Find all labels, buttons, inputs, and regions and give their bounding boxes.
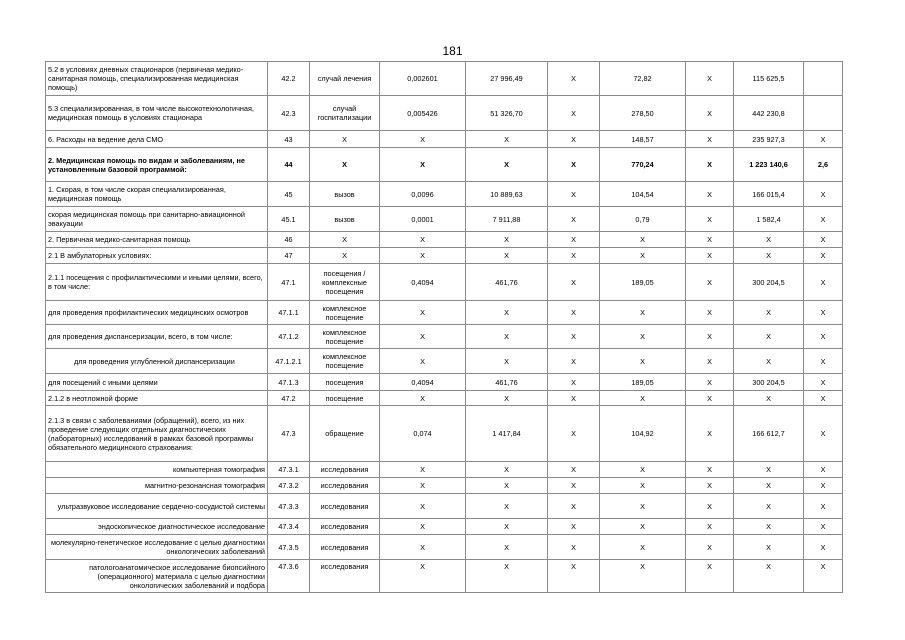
row-code: 47.2 [268,391,310,406]
row-c5: X [686,478,734,494]
row-c4: 72,82 [600,62,686,96]
row-c6: X [734,349,804,374]
row-code: 47.3.5 [268,535,310,560]
table-row [46,535,843,560]
row-c5: X [686,519,734,535]
row-c4: X [600,519,686,535]
row-c6: X [734,560,804,593]
row-unit: X [310,148,380,182]
table-row [46,374,843,391]
row-c6: X [734,462,804,478]
row-c2: X [466,232,548,248]
row-name: 1. Скорая, в том числе скорая специализированная, медицинская помощь [46,182,268,207]
row-unit: исследования [310,462,380,478]
row-code: 45.1 [268,207,310,232]
row-c7: X [804,349,843,374]
row-c4: 278,50 [600,96,686,131]
row-name: 5.3 специализированная, в том числе высокотехнологичная, медицинская помощь в условиях стационара [46,96,268,131]
row-c3: X [548,478,600,494]
row-c1: X [380,301,466,325]
row-c5: X [686,560,734,593]
row-c6: X [734,301,804,325]
row-c7: X [804,301,843,325]
row-c6: X [734,494,804,519]
row-c3: X [548,494,600,519]
row-c6: 300 204,5 [734,374,804,391]
row-c4: 189,05 [600,264,686,301]
row-unit: исследования [310,535,380,560]
row-c3: X [548,62,600,96]
row-c5: X [686,349,734,374]
row-c1: X [380,478,466,494]
row-c4: X [600,349,686,374]
row-c4: X [600,248,686,264]
row-c2: 461,76 [466,374,548,391]
row-c2: 27 996,49 [466,62,548,96]
row-unit: комплексное посещение [310,301,380,325]
row-name: 2.1.3 в связи с заболеваниями (обращений), всего, из них проведение следующих отдельных диагностических (лабораторных) исследований в рамках базовой программы обязательного медицинского страхования: [46,406,268,462]
row-unit: комплексное посещение [310,325,380,349]
table-row [46,131,843,148]
row-c2: X [466,131,548,148]
row-c6: X [734,535,804,560]
row-c3: X [548,462,600,478]
row-c2: 7 911,88 [466,207,548,232]
row-c5: X [686,462,734,478]
row-c6: 166 015,4 [734,182,804,207]
row-code: 47.3.1 [268,462,310,478]
row-c2: X [466,462,548,478]
row-code: 47.3.6 [268,560,310,593]
row-unit: X [310,248,380,264]
row-code: 47 [268,248,310,264]
row-code: 42.3 [268,96,310,131]
row-c1: X [380,462,466,478]
row-c3: X [548,301,600,325]
row-c6: 1 223 140,6 [734,148,804,182]
row-c1: X [380,232,466,248]
row-c6: X [734,391,804,406]
row-name: 2. Первичная медико-санитарная помощь [46,232,268,248]
row-code: 46 [268,232,310,248]
row-c2: 51 326,70 [466,96,548,131]
row-c5: X [686,96,734,131]
row-c5: X [686,535,734,560]
row-c2: X [466,519,548,535]
row-c1: X [380,494,466,519]
row-c2: 1 417,84 [466,406,548,462]
row-code: 47.1.1 [268,301,310,325]
row-c7: X [804,462,843,478]
row-unit: комплексное посещение [310,349,380,374]
row-c5: X [686,374,734,391]
row-c6: 442 230,8 [734,96,804,131]
row-c1: X [380,349,466,374]
row-c4: X [600,301,686,325]
row-c7: 2,6 [804,148,843,182]
row-c5: X [686,264,734,301]
row-name: компьютерная томография [46,462,268,478]
row-c4: 148,57 [600,131,686,148]
row-c3: X [548,264,600,301]
row-code: 47.3 [268,406,310,462]
table-row [46,207,843,232]
row-c2: X [466,349,548,374]
row-c7: X [804,391,843,406]
row-c3: X [548,248,600,264]
table-row [46,478,843,494]
row-c5: X [686,232,734,248]
row-c2: X [466,391,548,406]
row-c7: X [804,478,843,494]
row-c5: X [686,406,734,462]
row-code: 43 [268,131,310,148]
row-c5: X [686,391,734,406]
row-name: ультразвуковое исследование сердечно-сосудистой системы [46,494,268,519]
row-c5: X [686,301,734,325]
row-c5: X [686,62,734,96]
table-row [46,62,843,96]
table-row [46,349,843,374]
row-c2: 10 889,63 [466,182,548,207]
row-unit: посещения / комплексные посещения [310,264,380,301]
row-code: 47.3.3 [268,494,310,519]
row-name: 2.1.2 в неотложной форме [46,391,268,406]
row-unit: вызов [310,182,380,207]
row-code: 45 [268,182,310,207]
row-c3: X [548,519,600,535]
row-name: скорая медицинская помощь при санитарно-авиационной эвакуации [46,207,268,232]
row-c5: X [686,131,734,148]
row-c4: X [600,391,686,406]
table-row [46,264,843,301]
row-c2: X [466,325,548,349]
row-c6: X [734,232,804,248]
table-row [46,232,843,248]
row-c5: X [686,207,734,232]
row-c7: X [804,535,843,560]
row-c7: X [804,182,843,207]
row-c7 [804,62,843,96]
row-c2: X [466,148,548,182]
row-c5: X [686,325,734,349]
row-name: молекулярно-генетическое исследование с целью диагностики онкологических заболеваний [46,535,268,560]
row-c3: X [548,560,600,593]
row-c4: X [600,462,686,478]
table-row [46,391,843,406]
row-unit: случай лечения [310,62,380,96]
row-c7: X [804,232,843,248]
row-code: 47.1.2 [268,325,310,349]
row-c1: 0,4094 [380,264,466,301]
row-c7: X [804,494,843,519]
row-name: 5.2 в условиях дневных стационаров (первичная медико-санитарная помощь, специализированная медицинская помощь) [46,62,268,96]
table-row [46,182,843,207]
row-c3: X [548,406,600,462]
row-c6: 115 625,5 [734,62,804,96]
row-c6: 1 582,4 [734,207,804,232]
row-c3: X [548,349,600,374]
row-code: 42.2 [268,62,310,96]
row-c1: 0,0001 [380,207,466,232]
row-c1: X [380,148,466,182]
row-unit: X [310,232,380,248]
row-name: 2.1.1 посещения с профилактическими и иными целями, всего, в том числе: [46,264,268,301]
table-row [46,406,843,462]
row-c4: X [600,494,686,519]
row-c6: X [734,519,804,535]
row-unit: посещения [310,374,380,391]
row-c3: X [548,232,600,248]
row-code: 47.3.4 [268,519,310,535]
row-c3: X [548,391,600,406]
row-c6: X [734,248,804,264]
row-c4: X [600,478,686,494]
row-code: 47.1.2.1 [268,349,310,374]
row-c7: X [804,264,843,301]
row-c4: X [600,560,686,593]
row-c4: 104,92 [600,406,686,462]
row-c1: X [380,391,466,406]
row-c3: X [548,374,600,391]
row-unit: случай госпитализации [310,96,380,131]
row-c2: X [466,248,548,264]
row-c2: X [466,478,548,494]
row-c3: X [548,535,600,560]
row-c4: X [600,535,686,560]
row-c3: X [548,182,600,207]
row-c7: X [804,325,843,349]
row-c1: 0,002601 [380,62,466,96]
row-c1: 0,074 [380,406,466,462]
row-c6: 166 612,7 [734,406,804,462]
table-row [46,462,843,478]
row-c2: X [466,560,548,593]
row-c1: 0,4094 [380,374,466,391]
row-c1: X [380,560,466,593]
table-row [46,148,843,182]
row-c7: X [804,406,843,462]
table-row [46,560,843,593]
row-c1: X [380,519,466,535]
table-row [46,519,843,535]
row-c1: X [380,131,466,148]
row-unit: посещение [310,391,380,406]
row-unit: исследования [310,519,380,535]
row-c3: X [548,207,600,232]
row-c6: X [734,325,804,349]
table-row [46,325,843,349]
row-code: 44 [268,148,310,182]
row-c2: X [466,494,548,519]
row-c3: X [548,96,600,131]
row-c2: X [466,301,548,325]
row-c3: X [548,131,600,148]
row-name: 2.1 В амбулаторных условиях: [46,248,268,264]
table-row [46,494,843,519]
row-c7: X [804,519,843,535]
row-name: для посещений с иными целями [46,374,268,391]
row-name: эндоскопическое диагностическое исследование [46,519,268,535]
row-name: для проведения профилактических медицинских осмотров [46,301,268,325]
page-number: 181 [442,44,463,58]
table-row [46,96,843,131]
row-name: для проведения диспансеризации, всего, в том числе: [46,325,268,349]
row-c2: X [466,535,548,560]
row-name: 2. Медицинская помощь по видам и заболеваниям, не установленным базовой программой: [46,148,268,182]
table-row [46,248,843,264]
row-c3: X [548,325,600,349]
row-unit: X [310,131,380,148]
row-c7: X [804,248,843,264]
row-unit: обращение [310,406,380,462]
row-c5: X [686,148,734,182]
row-c4: X [600,232,686,248]
row-unit: вызов [310,207,380,232]
row-name: для проведения углубленной диспансеризации [46,349,268,374]
row-c7: X [804,560,843,593]
row-unit: исследования [310,560,380,593]
row-code: 47.3.2 [268,478,310,494]
row-c1: X [380,248,466,264]
row-unit: исследования [310,478,380,494]
row-c6: X [734,478,804,494]
row-name: 6. Расходы на ведение дела СМО [46,131,268,148]
row-c1: 0,0096 [380,182,466,207]
row-c1: 0,005426 [380,96,466,131]
row-unit: исследования [310,494,380,519]
row-c5: X [686,248,734,264]
row-c5: X [686,494,734,519]
row-c3: X [548,148,600,182]
row-c6: 235 927,3 [734,131,804,148]
table-row [46,301,843,325]
row-c4: 189,05 [600,374,686,391]
funding-table [45,61,843,593]
row-c4: 0,79 [600,207,686,232]
row-code: 47.1.3 [268,374,310,391]
row-c4: 770,24 [600,148,686,182]
row-c7: X [804,207,843,232]
row-name: патологоанатомическое исследование биопсийного (операционного) материала с целью диагностики онкологических заболеваний и подбора [46,560,268,593]
row-c7: X [804,131,843,148]
row-c4: 104,54 [600,182,686,207]
row-code: 47.1 [268,264,310,301]
row-c6: 300 204,5 [734,264,804,301]
row-c1: X [380,535,466,560]
row-name: магнитно-резонансная томография [46,478,268,494]
row-c4: X [600,325,686,349]
row-c1: X [380,325,466,349]
row-c7 [804,96,843,131]
row-c2: 461,76 [466,264,548,301]
row-c7: X [804,374,843,391]
row-c5: X [686,182,734,207]
